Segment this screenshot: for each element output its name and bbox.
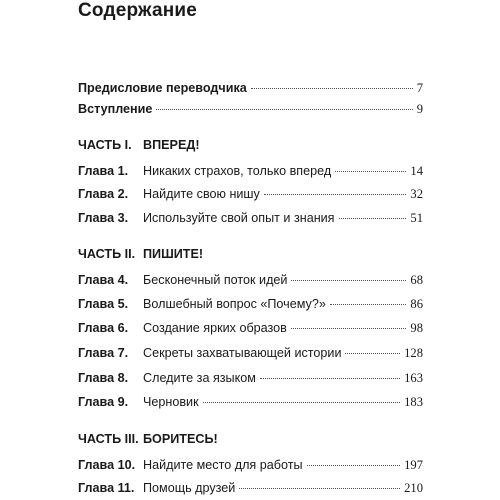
dot-leader — [335, 171, 406, 172]
toc-entry-chapter[interactable] — [78, 186, 423, 202]
part-label: ЧАСТЬ I. — [78, 138, 132, 152]
chapter-title: Черновик — [143, 395, 199, 409]
chapter-label: Глава 6. — [78, 321, 129, 335]
dot-leader — [239, 488, 400, 489]
chapter-label: Глава 3. — [78, 211, 129, 225]
dot-leader — [291, 280, 406, 281]
page-number: 51 — [410, 211, 423, 225]
dot-leader — [260, 378, 400, 379]
dot-leader — [339, 218, 407, 219]
page-number: 210 — [404, 481, 423, 495]
page-number: 128 — [404, 346, 423, 360]
chapter-title: Создание ярких образов — [143, 321, 287, 335]
dot-leader — [264, 194, 407, 195]
toc-entry-chapter[interactable] — [78, 345, 423, 361]
page-number: 9 — [416, 102, 423, 116]
chapter-label: Глава 1. — [78, 164, 129, 178]
chapter-label: Глава 9. — [78, 395, 129, 409]
page-number: 163 — [404, 371, 423, 385]
part-title: ПИШИТЕ! — [143, 247, 204, 261]
page-number: 68 — [410, 273, 423, 287]
dot-leader — [251, 88, 413, 89]
chapter-label: Глава 11. — [78, 481, 135, 495]
chapter-label: Глава 10. — [78, 458, 136, 472]
chapter-title: Волшебный вопрос «Почему?» — [143, 297, 326, 311]
chapter-title: Помощь друзей — [143, 481, 236, 495]
toc-entry-chapter[interactable] — [78, 163, 423, 179]
chapter-title: Используйте свой опыт и знания — [143, 211, 335, 225]
chapter-title: Найдите свою нишу — [143, 187, 260, 201]
chapter-label: Глава 8. — [78, 371, 129, 385]
part-heading — [78, 137, 200, 153]
page-number: 98 — [410, 321, 423, 335]
page-number: 32 — [410, 187, 423, 201]
chapter-title: Бесконечный поток идей — [143, 273, 288, 287]
chapter-label: Глава 4. — [78, 273, 129, 287]
toc-entry-foreword[interactable] — [78, 80, 423, 96]
dot-leader — [330, 304, 407, 305]
part-label: ЧАСТЬ II. — [78, 247, 136, 261]
toc-entry-chapter[interactable] — [78, 480, 423, 496]
toc-entry-chapter[interactable] — [78, 370, 423, 386]
part-heading — [78, 431, 218, 447]
toc-entry-chapter[interactable] — [78, 272, 423, 288]
dot-leader — [203, 402, 401, 403]
page-number: 14 — [410, 164, 423, 178]
page-number: 197 — [404, 458, 423, 472]
toc-entry-introduction[interactable] — [78, 101, 423, 117]
part-label: ЧАСТЬ III. — [78, 432, 139, 446]
entry-text: Предисловие переводчика — [78, 81, 247, 95]
part-title: БОРИТЕСЬ! — [143, 432, 218, 446]
toc-entry-chapter[interactable] — [78, 210, 423, 226]
chapter-title: Найдите место для работы — [143, 458, 303, 472]
entry-text: Вступление — [78, 102, 153, 116]
chapter-label: Глава 2. — [78, 187, 129, 201]
toc-entry-chapter[interactable] — [78, 394, 423, 410]
chapter-label: Глава 5. — [78, 297, 129, 311]
toc-entry-chapter[interactable] — [78, 296, 423, 312]
chapter-title: Секреты захватывающей истории — [143, 346, 342, 360]
toc-entry-chapter[interactable] — [78, 320, 423, 336]
part-heading — [78, 246, 203, 262]
chapter-title: Следите за языком — [143, 371, 256, 385]
page-number: 7 — [416, 81, 423, 95]
dot-leader — [345, 353, 400, 354]
page-number: 86 — [410, 297, 423, 311]
dot-leader — [291, 328, 407, 329]
chapter-label: Глава 7. — [78, 346, 129, 360]
chapter-title: Никаких страхов, только вперед — [143, 164, 332, 178]
dot-leader — [307, 465, 401, 466]
toc-entry-chapter[interactable] — [78, 457, 423, 473]
dot-leader — [156, 109, 412, 110]
page-number: 183 — [404, 395, 423, 409]
page-title: Содержание — [78, 0, 198, 21]
part-title: ВПЕРЕД! — [143, 138, 200, 152]
